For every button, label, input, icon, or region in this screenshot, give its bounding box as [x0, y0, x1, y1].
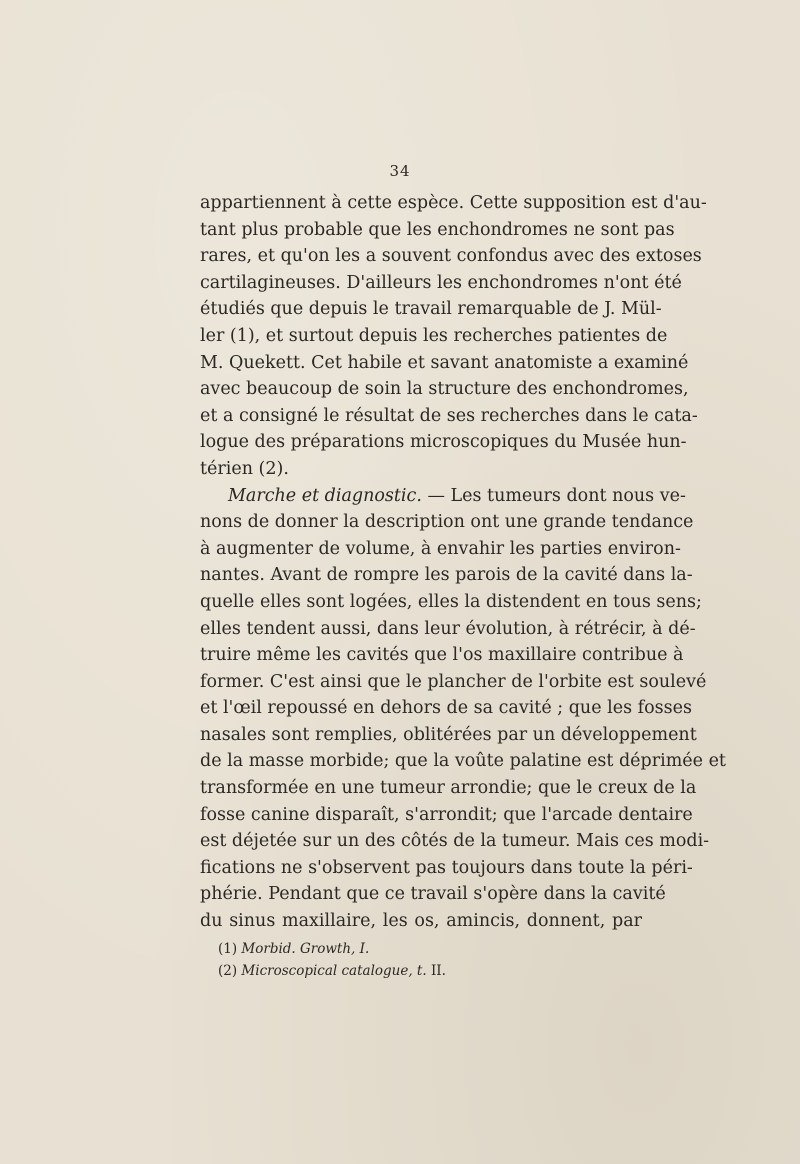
- text-line-rest: — Les tumeurs dont nous ve-: [421, 485, 686, 506]
- text-line: M. Quekett. Cet habile et savant anatomiste a examiné: [200, 352, 689, 373]
- text-line: et l'œil repoussé en dehors de sa cavité ; que les fosses: [200, 698, 692, 719]
- text-line: du sinus maxillaire, les os, amincis, donnent, par: [200, 911, 642, 932]
- footnote-rest: II.: [426, 963, 446, 979]
- text-line: rares, et qu'on les a souvent confondus avec des extoses: [200, 246, 702, 267]
- section-heading-line: [200, 483, 686, 510]
- text-line: elles tendent aussi, dans leur évolution, à rétrécir, à dé-: [200, 618, 696, 639]
- text-line: étudiés que depuis le travail remarquable de J. Mül-: [200, 299, 662, 320]
- text-line: nasales sont remplies, oblitérées par un développement: [200, 724, 697, 745]
- text-line: phérie. Pendant que ce travail s'opère dans la cavité: [200, 884, 666, 905]
- text-line: à augmenter de volume, à envahir les parties environ-: [200, 538, 681, 559]
- footnote: [218, 960, 638, 982]
- text-line: de la masse morbide; que la voûte palatine est déprimée et: [200, 751, 726, 772]
- footnote: [218, 938, 638, 960]
- text-line: fosse canine disparaît, s'arrondit; que l'arcade dentaire: [200, 804, 693, 825]
- text-line: ler (1), et surtout depuis les recherches patientes de: [200, 325, 668, 346]
- text-line: nons de donner la description ont une grande tendance: [200, 512, 694, 533]
- footnote-marker: (2): [218, 963, 242, 979]
- footnotes: [218, 938, 638, 982]
- section-heading: Marche et diagnostic.: [228, 485, 422, 506]
- text-line: appartiennent à cette espèce. Cette supposition est d'au-: [200, 193, 707, 213]
- text-line: cartilagineuses. D'ailleurs les enchondromes n'ont été: [200, 272, 682, 293]
- text-line: avec beaucoup de soin la structure des enchondromes,: [200, 379, 689, 400]
- text-line: logue des préparations microscopiques du Musée hun-: [200, 432, 687, 453]
- body-text: [200, 190, 726, 935]
- text-line: est déjetée sur un des côtés de la tumeur. Mais ces modi-: [200, 831, 710, 852]
- text-line: former. C'est ainsi que le plancher de l'orbite est soulevé: [200, 671, 707, 692]
- text-line: et a consigné le résultat de ses recherches dans le cata-: [200, 405, 698, 426]
- text-line: truire même les cavités que l'os maxillaire contribue à: [200, 645, 684, 666]
- text-line: nantes. Avant de rompre les parois de la cavité dans la-: [200, 565, 693, 586]
- text-line: transformée en une tumeur arrondie; que le creux de la: [200, 778, 697, 799]
- text-line: fications ne s'observent pas toujours dans toute la péri-: [200, 857, 693, 878]
- footnote-marker: (1): [218, 941, 242, 957]
- text-line: quelle elles sont logées, elles la distendent en tous sens;: [200, 591, 702, 612]
- text-line: tant plus probable que les enchondromes ne sont pas: [200, 219, 675, 240]
- text-line: térien (2).: [200, 458, 289, 479]
- footnote-citation: Morbid. Growth, I.: [241, 941, 370, 957]
- footnote-citation: Microscopical catalogue, t.: [241, 963, 427, 979]
- page-number: 34: [389, 162, 411, 180]
